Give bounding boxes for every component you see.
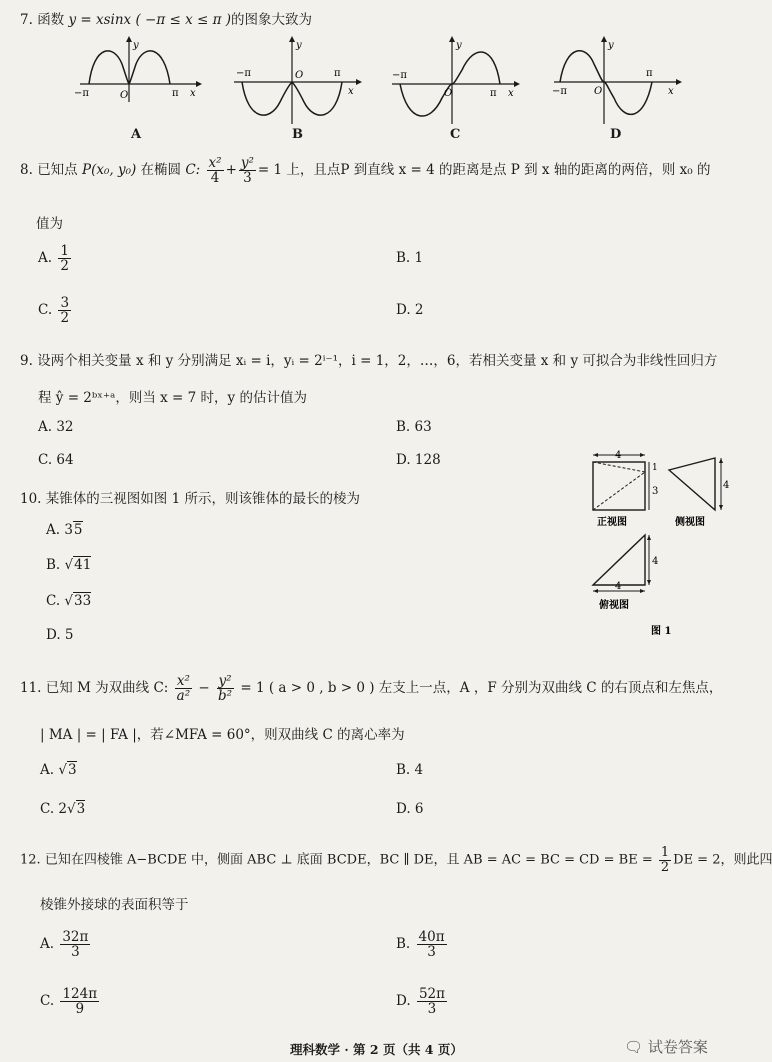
q12-stem-line1: 12. 已知在四棱锥 A−BCDE 中，侧面 ABC ⊥ 底面 BCDE，BC ∥ DE，且 AB = AC = BC = CD = BE = $\frac{1}{2}$ DE = 2，则此四	[20, 845, 772, 875]
q7-stem: 7. 函数 y = xsinx ( −π ≤ x ≤ π )的图象大致为	[20, 12, 313, 28]
q10-stem: 10. 某锥体的三视图如图 1 所示，则该锥体的最长的棱为	[20, 491, 360, 507]
svg-text:x: x	[348, 86, 354, 97]
q8-stem-line2: 值为	[36, 216, 63, 232]
q9-option-c: C. 64	[38, 452, 74, 468]
svg-text:−π: −π	[236, 68, 251, 79]
graph-d-label: D	[610, 127, 622, 142]
q9-option-a: A. 32	[38, 419, 74, 435]
watermark: 🗨 试卷答案	[624, 1038, 708, 1056]
fraction: $\frac{\text{y²}}{3}$	[240, 155, 254, 187]
q9-stem-line2: 程 ŷ = 2ᵇˣ⁺ᵃ，则当 x = 7 时，y 的估计值为	[38, 390, 307, 406]
svg-text:4: 4	[615, 581, 622, 592]
svg-text:x: x	[668, 86, 674, 97]
svg-text:4: 4	[615, 450, 622, 461]
svg-text:−π: −π	[74, 88, 89, 99]
q11-stem-line1: 11. 已知 M 为双曲线 C: $\frac{\text{x²}}{\text{a²}}$ − $\frac{\text{y²}}{\text{b²}}$ = 1 ( a > 0 , b > 0 ) 左支上一点，A ，F 分别为双曲线 C 的右顶点和左焦点，	[20, 673, 723, 705]
svg-text:π: π	[334, 68, 341, 79]
q9-option-b: B. 63	[396, 419, 432, 435]
svg-text:图 1: 图 1	[651, 626, 672, 637]
graph-a	[72, 36, 202, 106]
q11-option-c: C. 2√3	[40, 801, 86, 817]
q10-option-d: D. 5	[46, 627, 74, 643]
svg-text:π: π	[172, 88, 179, 99]
fraction: $\frac{\text{x²}}{4}$	[208, 155, 222, 187]
svg-text:O: O	[444, 88, 453, 99]
graph-a-label: A	[131, 127, 142, 142]
q11-option-b: B. 4	[396, 762, 424, 778]
q12-stem-line2: 棱锥外接球的表面积等于	[40, 897, 189, 913]
q12-option-c: C. $\frac{124\pi}{9}$	[40, 986, 98, 1018]
svg-text:π: π	[490, 88, 497, 99]
q10-option-c: C. √33	[46, 593, 92, 609]
q11-option-d: D. 6	[396, 801, 424, 817]
q10-option-b: B. √41	[46, 557, 92, 573]
svg-text:O: O	[120, 90, 129, 101]
svg-text:π: π	[646, 68, 653, 79]
q9-stem-line1: 9. 设两个相关变量 x 和 y 分别满足 xᵢ = i，yᵢ = 2ⁱ⁻¹，i = 1，2，…，6，若相关变量 x 和 y 可拟合为非线性回归方	[20, 353, 718, 369]
svg-text:y: y	[133, 40, 139, 51]
svg-text:侧视图: 侧视图	[675, 517, 705, 528]
svg-text:4: 4	[723, 480, 730, 491]
q11-option-a: A. √3	[40, 762, 77, 778]
graph-c-label: C	[450, 127, 461, 142]
graph-b-label: B	[292, 127, 303, 142]
q8-option-a: A. $\frac{1}{2}$	[38, 243, 69, 275]
svg-text:y: y	[608, 40, 614, 51]
graph-c	[390, 36, 520, 126]
svg-text:x: x	[508, 88, 514, 99]
page-footer: 理科数学 · 第 2 页（共 4 页）	[290, 1042, 463, 1057]
q12-option-a: A. $\frac{32\pi}{3}$	[40, 929, 89, 961]
q8-option-c: C. $\frac{3}{2}$	[38, 295, 70, 327]
svg-text:y: y	[456, 40, 462, 51]
q11-stem-line2: | MA | = | FA |，若∠MFA = 60°，则双曲线 C 的离心率为	[40, 727, 405, 743]
svg-text:俯视图: 俯视图	[599, 600, 629, 611]
three-view-figure	[585, 450, 735, 650]
svg-text:O: O	[295, 70, 304, 81]
q10-option-a: A. 35	[46, 522, 83, 538]
svg-text:y: y	[296, 40, 302, 51]
q12-option-b: B. $\frac{40\pi}{3}$	[396, 929, 445, 961]
q9-option-d: D. 128	[396, 452, 441, 468]
svg-text:正视图: 正视图	[597, 517, 627, 528]
q12-option-d: D. $\frac{52\pi}{3}$	[396, 986, 445, 1018]
graph-d	[552, 36, 682, 126]
chat-bubble-icon: 🗨	[624, 1038, 644, 1056]
svg-text:−π: −π	[392, 70, 407, 81]
q8-stem-line1: 8. 已知点 P(x₀, y₀) 在椭圆 C: $\frac{\text{x²}}{4}$ + $\frac{\text{y²}}{3}$ = 1 上，且点P 到直线 x = 4 的距离是点 P 到 x 轴的距离的两倍，则 x₀ 的	[20, 155, 711, 187]
q8-option-d: D. 2	[396, 302, 424, 318]
graph-b	[232, 36, 362, 126]
svg-text:−π: −π	[552, 86, 567, 97]
q8-option-b: B. 1	[396, 250, 424, 266]
svg-text:x: x	[190, 88, 196, 99]
svg-text:O: O	[594, 86, 603, 97]
svg-text:3: 3	[652, 486, 659, 497]
svg-text:1: 1	[652, 463, 658, 473]
svg-text:4: 4	[652, 556, 659, 567]
